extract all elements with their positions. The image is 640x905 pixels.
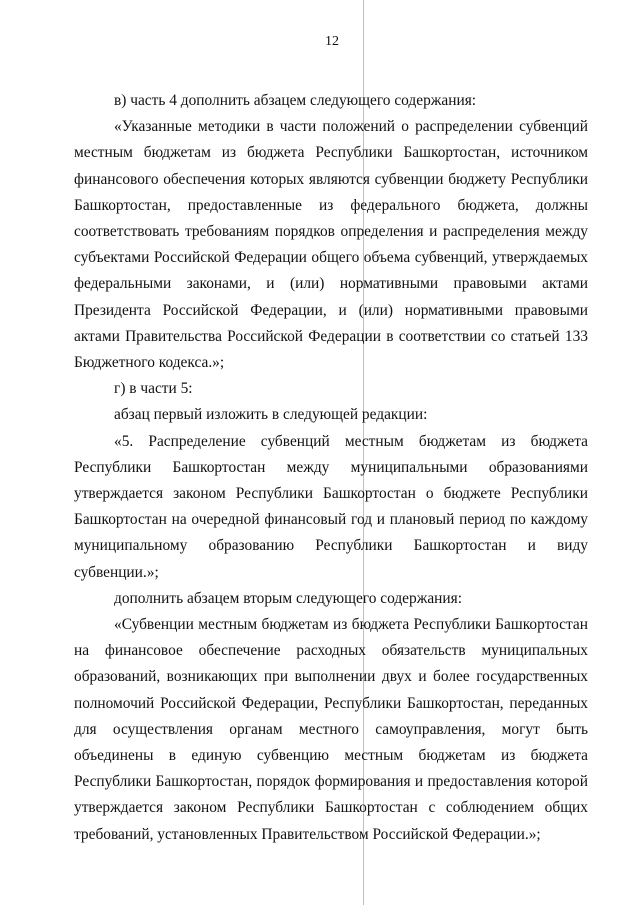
paragraph-quote-methods: «Указанные методики в части положений о распределении субвенций местным бюджетам из бюджета Республики Башкортостан, источником финансового обеспечения которых являются субвенции бюджету Республики Башкортостан, предоставленные из федерального бюджета, должны соответствовать требованиям порядков определения и распределения между субъектами Российской Федерации общего объема субвенций, утверждаемых федеральными законами, и (или) нормативными правовыми актами Президента Российской Федерации, и (или) нормативными правовыми актами Правительства Российской Федерации в соответствии со статьей 133 Бюджетного кодекса.»; [74, 118, 588, 372]
paragraph-second-abzac: дополнить абзацем вторым следующего содержания: [114, 589, 463, 607]
document-body [74, 88, 588, 848]
paragraph-g-part5: г) в части 5: [114, 380, 193, 398]
paragraph-v-part4: в) часть 4 дополнить абзацем следующего содержания: [114, 92, 477, 109]
paragraph-first-abzac: абзац первый изложить в следующей редакции: [114, 406, 428, 424]
page-number: 12 [325, 34, 339, 49]
paragraph-quote-subventions: «Субвенции местным бюджетам из бюджета Республики Башкортостан на финансовое обеспечение расходных обязательств муниципальных образований, возникающих при выполнении двух и более государственных полномочий Российской Федерации, Республики Башкортостан, переданных для осуществления органам местного самоуправления, могут быть объединены в единую субвенцию местным бюджетам из бюджета Республики Башкортостан, порядок формирования и предоставления которой утверждается законом Республики Башкортостан с соблюдением общих требований, установленных Правительством Российской Федерации.»; [74, 616, 588, 843]
paragraph-quote-5: «5. Распределение субвенций местным бюджетам из бюджета Республики Башкортостан между муниципальными образованиями утверждается законом Республики Башкортостан о бюджете Республики Башкортостан на очередной финансовый год и плановый период по каждому муниципальному образованию Республики Башкортостан и виду субвенции.»; [74, 432, 588, 581]
